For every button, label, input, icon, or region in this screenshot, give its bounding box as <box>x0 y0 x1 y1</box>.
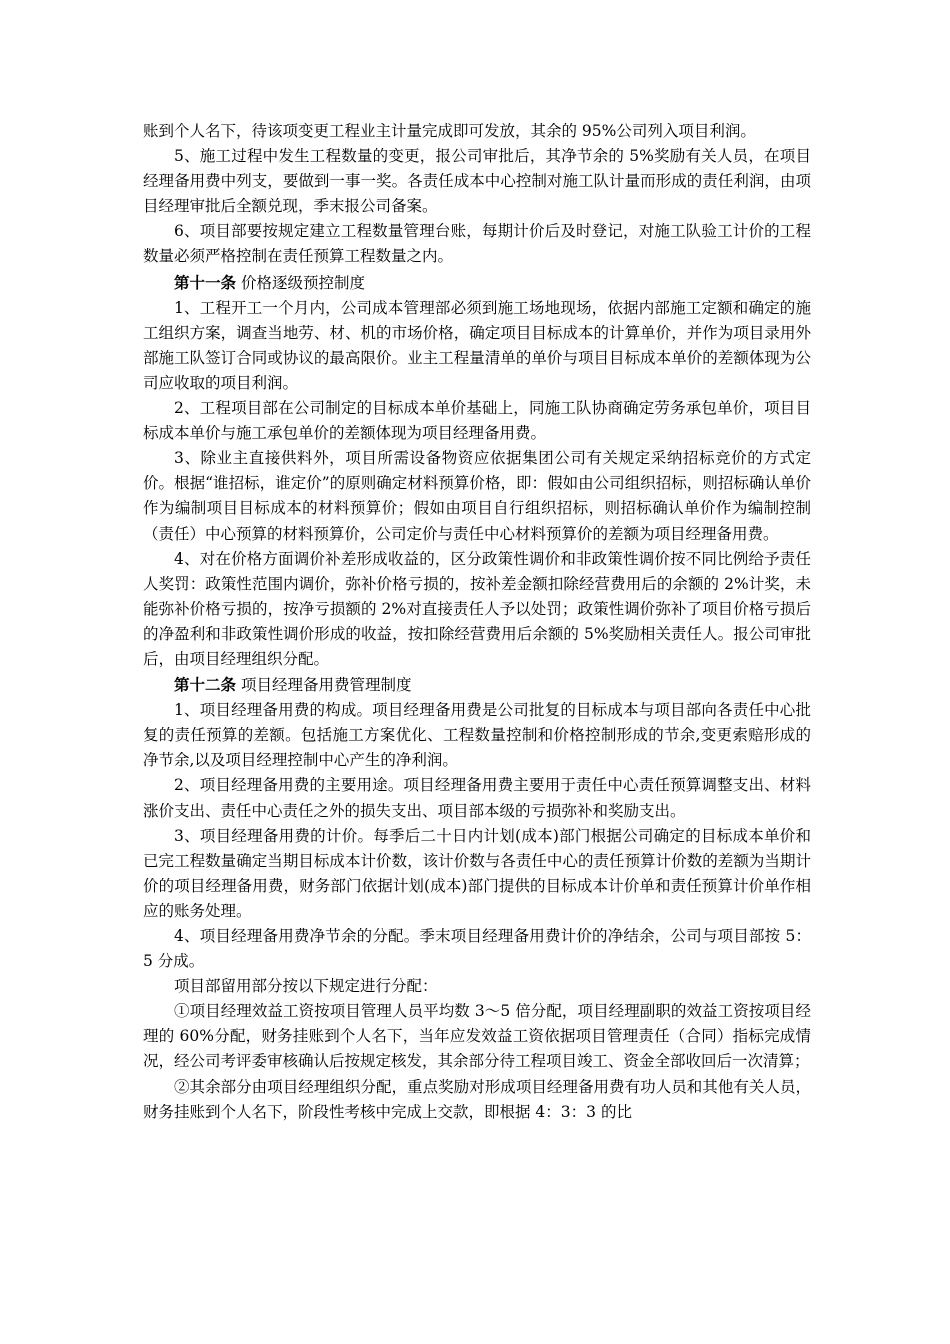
document-page <box>143 119 811 1125</box>
paragraph-continuation: 账到个人名下，待该项变更工程业主计量完成即可发放，其余的 95%公司列入项目利润。 <box>143 122 756 140</box>
article-12-heading <box>143 672 811 698</box>
article-12-paragraph-3: 3、项目经理备用费的计价。每季后二十日内计划(成本)部门根据公司确定的目标成本单价和已完工程数量确定当期目标成本计价数，该计价数与各责任中心的责任预算计价数的差额为当期计价的项目经理备用费，财务部门依据计划(成本)部门提供的目标成本计价单和责任预算计价单作相应的账务处理。 <box>143 826 811 920</box>
article-12-paragraph-1: 1、项目经理备用费的构成。项目经理备用费是公司批复的目标成本与项目部向各责任中心批复的责任预算的差额。包括施工方案优化、工程数量控制和价格控制形成的节余,变更索赔形成的净节余,以及项目经理控制中心产生的净利润。 <box>143 701 811 770</box>
paragraph-item-5: 5、施工过程中发生工程数量的变更，报公司审批后，其净节余的 5%奖励有关人员，在项目经理备用费中列支，要做到一事一奖。各责任成本中心控制对施工队计量而形成的责任利润，由项目经理审批后全额兑现，季末报公司备案。 <box>143 147 811 216</box>
article-11-paragraph-4: 4、对在价格方面调价补差形成收益的，区分政策性调价和非政策性调价按不同比例给予责任人奖罚：政策性范围内调价，弥补价格亏损的，按补差金额扣除经营费用后的余额的 2%计奖，未能弥补价格亏损的，按净亏损额的 2%对直接责任人予以处罚；政策性调价弥补了项目价格亏损后的净盈利和非政策性调价形成的收益，按扣除经营费用后余额的 5%奖励相关责任人。报公司审批后，由项目经理组织分配。 <box>143 549 811 668</box>
article-12-paragraph-5: 项目部留用部分按以下规定进行分配： <box>174 977 438 996</box>
article-12-label: 第十二条 <box>174 675 237 695</box>
article-11-paragraph-3: 3、除业主直接供料外，项目所需设备物资应依据集团公司有关规定采纳招标竞价的方式定价。根据“谁招标，谁定价”的原则确定材料预算价格，即：假如由公司组织招标，则招标确认单价作为编制项目目标成本的材料预算价；假如由项目自行组织招标，则招标确认单价作为编制控制（责任）中心预算的材料预算价，公司定价与责任中心材料预算价的差额为项目经理备用费。 <box>143 449 811 543</box>
article-12-title: 项目经理备用费管理制度 <box>236 676 412 695</box>
article-11-paragraph-1: 1、工程开工一个月内，公司成本管理部必须到施工场地现场，依据内部施工定额和确定的施工组织方案，调查当地劳、材、机的市场价格，确定项目目标成本的计算单价，并作为项目录用外部施工队签订合同或协议的最高限价。业主工程量清单的单价与项目目标成本单价的差额体现为公司应收取的项目利润。 <box>143 298 811 392</box>
article-12-paragraph-4: 4、项目经理备用费净节余的分配。季末项目经理备用费计价的净结余，公司与项目部按 5：5 分成。 <box>143 927 811 971</box>
article-11-heading <box>143 270 811 296</box>
article-12-paragraph-7: ②其余部分由项目经理组织分配，重点奖励对形成项目经理备用费有功人员和其他有关人员，财务挂账到个人名下，阶段性考核中完成上交款，即根据 4：3：3 的比 <box>143 1077 811 1121</box>
article-11-title: 价格逐级预控制度 <box>236 273 365 292</box>
article-11-paragraph-2: 2、工程项目部在公司制定的目标成本单价基础上，同施工队协商确定劳务承包单价，项目目标成本单价与施工承包单价的差额体现为项目经理备用费。 <box>143 399 811 443</box>
article-12-paragraph-6: ①项目经理效益工资按项目管理人员平均数 3～5 倍分配，项目经理副职的效益工资按项目经理的 60%分配，财务挂账到个人名下，当年应发效益工资依据项目管理责任（合同）指标完成情况，经公司考评委审核确认后按规定核发，其余部分待工程项目竣工、资金全部收回后一次清算； <box>143 1002 811 1071</box>
paragraph-item-6: 6、项目部要按规定建立工程数量管理台账，每期计价后及时登记，对施工队验工计价的工程数量必须严格控制在责任预算工程数量之内。 <box>143 222 811 266</box>
article-12-paragraph-2: 2、项目经理备用费的主要用途。项目经理备用费主要用于责任中心责任预算调整支出、材料涨价支出、责任中心责任之外的损失支出、项目部本级的亏损弥补和奖励支出。 <box>143 776 811 820</box>
article-11-label: 第十一条 <box>174 272 237 292</box>
